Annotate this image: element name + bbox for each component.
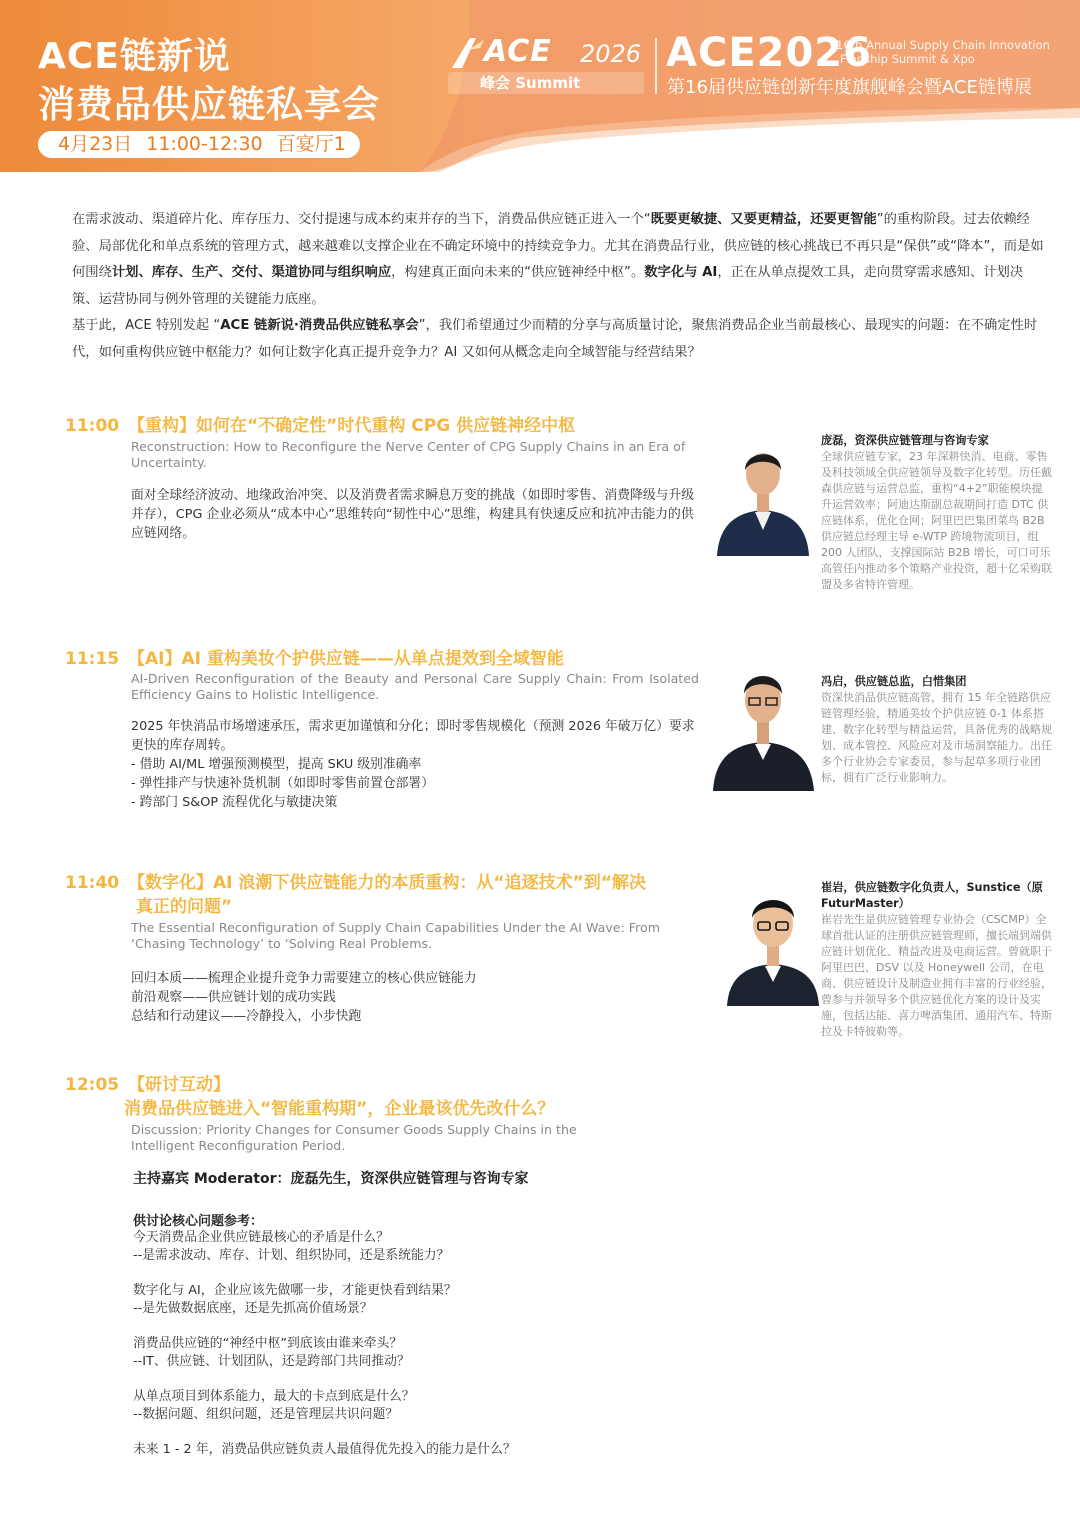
logo-ace-text: ACE bbox=[484, 34, 552, 69]
session-3-points bbox=[131, 969, 699, 1026]
list-item bbox=[133, 1335, 693, 1371]
ace-logo-mark-icon bbox=[448, 32, 488, 72]
topic-question: 今天消费品企业供应链最核心的矛盾是什么？ bbox=[133, 1230, 389, 1245]
list-item: 总结和行动建议——冷静投入，小步快跑 bbox=[131, 1009, 362, 1024]
logo-summit-label: 峰会 Summit bbox=[448, 72, 644, 94]
session-1-description: 面对全球经济波动、地缘政治冲突、以及消费者需求瞬息万变的挑战（如即时零售、消费降级与升级并存），CPG 企业必须从“成本中心”思维转向“韧性中心”思维，构建具有快速反应和抗冲击能力的供应链网络。 bbox=[131, 488, 695, 541]
session-4-title-line1: 【研讨互动】 bbox=[128, 1075, 230, 1095]
speaker-avatar-icon bbox=[727, 880, 819, 1006]
list-item bbox=[133, 1388, 693, 1424]
intro-text bbox=[72, 207, 1044, 366]
event-title-line1: ACE链新说 bbox=[38, 36, 231, 77]
topic-question: 从单点项目到体系能力，最大的卡点到底是什么？ bbox=[133, 1389, 415, 1404]
topic-answer: --是需求波动、库存、计划、组织协同，还是系统能力？ bbox=[133, 1248, 450, 1263]
topic-question: 未来 1 - 2 年，消费品供应链负责人最值得优先投入的能力是什么？ bbox=[133, 1442, 516, 1457]
session-3-time: 11:40 bbox=[65, 873, 120, 893]
session-2-desc-intro: 2025 年快消品市场增速承压，需求更加谨慎和分化；即时零售规模化（预测 2026 年破万亿）要求更快的库存周转。 bbox=[131, 719, 695, 753]
speaker-3-name: 崔岩，供应链数字化负责人，Sunstice（原 FuturMaster） bbox=[821, 881, 1043, 910]
topic-answer: --IT、供应链、计划团队，还是跨部门共同推动？ bbox=[133, 1354, 410, 1369]
session-3-title-line2: 真正的问题” bbox=[136, 897, 233, 917]
discussion-topics bbox=[133, 1229, 693, 1476]
list-item: 回归本质——梳理企业提升竞争力需要建立的核心供应链能力 bbox=[131, 971, 477, 986]
list-item bbox=[133, 1229, 693, 1265]
brand-subtitle-en-2: Flagship Summit & Xpo bbox=[840, 52, 975, 66]
session-2-title: 【AI】AI 重构美妆个护供应链——从单点提效到全域智能 bbox=[128, 649, 564, 669]
list-item: - 跨部门 S&OP 流程优化与敏捷决策 bbox=[131, 795, 338, 810]
session-4-time: 12:05 bbox=[65, 1075, 120, 1095]
session-2-title-en: AI-Driven Reconfiguration of the Beauty and Personal Care Supply Chain: From Isolated Efficiency Gains to Holistic Intelligence. bbox=[131, 671, 699, 702]
brand-title: ACE2026 bbox=[666, 30, 872, 76]
session-4-title-line2: 消费品供应链进入“智能重构期”，企业最该优先改什么？ bbox=[124, 1099, 555, 1119]
session-1-title: 【重构】如何在“不确定性”时代重构 CPG 供应链神经中枢 bbox=[128, 416, 576, 436]
event-time: 11:00-12:30 bbox=[146, 133, 263, 155]
session-4-title-en: Discussion: Priority Changes for Consumer Goods Supply Chains in the Intelligent Reconfiguration Period. bbox=[131, 1122, 577, 1153]
topic-question: 数字化与 AI，企业应该先做哪一步，才能更快看到结果？ bbox=[133, 1283, 457, 1298]
speaker-1-photo bbox=[715, 432, 811, 556]
speaker-avatar-icon bbox=[715, 432, 811, 556]
event-title-line2: 消费品供应链私享会 bbox=[38, 83, 380, 126]
list-item bbox=[133, 1282, 693, 1318]
speaker-2-name: 冯启，供应链总监，白惜集团 bbox=[821, 675, 967, 688]
ace-summit-logo bbox=[448, 32, 646, 94]
speaker-2-bio: 资深快消品供应链高管，拥有 15 年全链路供应链管理经验，精通美妆个护供应链 0-1 体系搭建、数字化转型与精益运营，具备优秀的战略规划、成本管控、风险应对及市场洞察能力。出任多个行业协会专家委员，参与起草多项行业团标，拥有广泛行业影响力。 bbox=[821, 691, 1052, 784]
speaker-1-bio: 全球供应链专家，23 年深耕快消、电商、零售及科技领域全供应链领导及数字化转型。历任戴森供应链与运营总监，重构“4+2”职能模块提升运营效率；阿迪达斯副总裁期间打造 DTC 供应链体系，优化仓网；阿里巴巴集团菜鸟 B2B 供应链总经理主导 e-WTP 跨境物流项目，组 200 人团队，支撑国际站 B2B 增长，可口可乐高管任内推动多个策略产业投资，超十亿采购联盟及多省特许管理。 bbox=[821, 450, 1052, 591]
session-1-time: 11:00 bbox=[65, 416, 120, 436]
event-date: 4月23日 bbox=[58, 133, 133, 155]
speaker-3-photo bbox=[727, 880, 819, 1006]
topic-question: 消费品供应链的“神经中枢”到底该由谁来牵头？ bbox=[133, 1336, 403, 1351]
topic-answer: --数据问题、组织问题，还是管理层共识问题？ bbox=[133, 1407, 399, 1422]
header-divider bbox=[655, 38, 657, 94]
intro-paragraph-2: 基于此，ACE 特别发起 “ACE 链新说·消费品供应链私享会”，我们希望通过少而精的分享与高质量讨论，聚焦消费品企业当前最核心、最现实的问题：在不确定性时代，如何重构供应链中枢能力？如何让数字化真正提升竞争力？AI 又如何从概念走向全域智能与经营结果？ bbox=[72, 318, 1038, 360]
session-1-title-en: Reconstruction: How to Reconfigure the Nerve Center of CPG Supply Chains in an Era of Uncertainty. bbox=[131, 439, 686, 470]
topic-answer: --是先做数据底座，还是先抓高价值场景？ bbox=[133, 1301, 373, 1316]
list-item: - 弹性排产与快速补货机制（如即时零售前置仓部署） bbox=[131, 776, 435, 791]
intro-paragraph-1: 在需求波动、渠道碎片化、库存压力、交付提速与成本约束并存的当下，消费品供应链正进入一个“既要更敏捷、又要更精益，还要更智能”的重构阶段。过去依赖经验、局部优化和单点系统的管理方式，越来越难以支撑企业在不确定环境中的持续竞争力。尤其在消费品行业，供应链的核心挑战已不再只是“保供”或“降本”，而是如何围绕计划、库存、生产、交付、渠道协同与组织响应，构建真正面向未来的“供应链神经中枢”。数字化与 AI，正在从单点提效工具，走向贯穿需求感知、计划决策、运营协同与例外管理的关键能力底座。 bbox=[72, 212, 1044, 307]
speaker-3-bio: 崔岩先生是供应链管理专业协会（CSCMP）全球首批认证的注册供应链管理师，擅长端到端供应链计划优化、精益改进及电商运营。曾就职于阿里巴巴、DSV 以及 Honeywell 公司，在电商、供应链设计及制造业拥有丰富的行业经验，曾参与并领导多个供应链优化方案的设计及实施，包括达能、喜力啤酒集团、通用汽车、特斯拉及卡特彼勒等。 bbox=[821, 913, 1052, 1038]
speaker-2-photo bbox=[711, 656, 816, 791]
brand-subtitle-cn: 第16届供应链创新年度旗舰峰会暨ACE链博展 bbox=[667, 77, 1032, 98]
topics-heading: 供讨论核心问题参考： bbox=[133, 1214, 264, 1229]
session-2-time: 11:15 bbox=[65, 649, 120, 669]
speaker-avatar-icon bbox=[711, 656, 816, 791]
event-date-badge bbox=[38, 131, 360, 158]
list-item: - 借助 AI/ML 增强预测模型，提高 SKU 级别准确率 bbox=[131, 757, 422, 772]
header-banner bbox=[0, 0, 1080, 172]
event-venue: 百宴厅1 bbox=[276, 133, 346, 155]
session-3-title-line1: 【数字化】AI 浪潮下供应链能力的本质重构：从“追逐技术”到“解决 bbox=[128, 873, 646, 893]
brand-subtitle-en-1: 16th Annual Supply Chain Innovation bbox=[836, 38, 1050, 52]
list-item bbox=[133, 1441, 693, 1459]
session-3-title-en: The Essential Reconfiguration of Supply Chain Capabilities Under the AI Wave: From ‘Chasing Technology’ to ‘Solving Real Problems. bbox=[131, 920, 661, 951]
moderator-line: 主持嘉宾 Moderator：庞磊先生，资深供应链管理与咨询专家 bbox=[133, 1171, 529, 1187]
session-2-bullet-list bbox=[131, 755, 699, 812]
speaker-1-name: 庞磊，资深供应链管理与咨询专家 bbox=[821, 434, 989, 447]
list-item: 前沿观察——供应链计划的成功实践 bbox=[131, 990, 336, 1005]
session-2-description bbox=[131, 717, 699, 812]
logo-year: 2026 bbox=[580, 40, 642, 68]
